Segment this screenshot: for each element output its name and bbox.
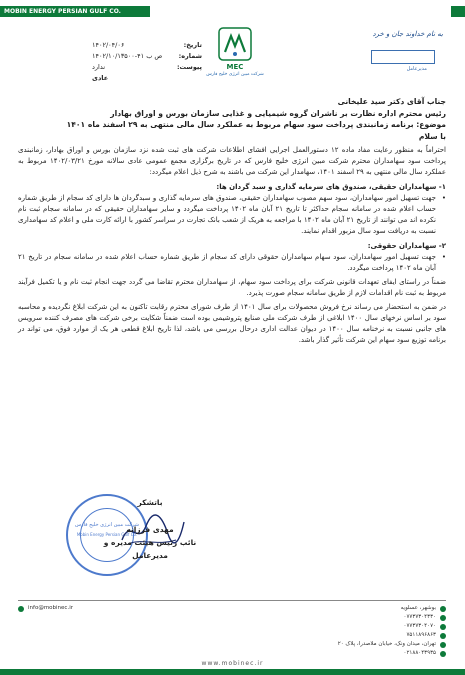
paragraph-4: در ضمن به استحضار می رساند نرخ فروش محصولات برای سال ۱۴۰۱ از طرف شورای محترم رقابت تاکنون به این شرکت ابلاغ نگردیده و محاسبه سود بر اساس نرخهای سال ۱۴۰۰ ابلاغی از طرف شرکت ملی صنایع پتروشیمی بوده است ضمناً شکایت برخی شرکت های مصرف کننده سرویس های جانبی نسبت به نرخنامه سال ۱۴۰۰ در دیوان عدالت اداری درحال بررسی می باشد، لذا تاریخ ابلاغ قطعی هر یک از موارد فوق، می تواند در برنامه توزیع سود سهام این شرکت تأثیر گذار باشد. [18,303,447,344]
footer-divider [18,600,446,601]
company-name-band: MOBIN ENERGY PERSIAN GULF CO. [0,6,150,17]
phone-icon [440,651,446,657]
section-2-text: • جهت تسهیل امور سهامداران، سود سهام سهامداران حقوقی دارای کد سجام از طریق شماره حساب اعلام شده در سامانه سجام در تاریخ ۲۱ آبان ماه ۱۴۰۲ پرداخت میگردد. [18,252,446,274]
seal-text-fa: شرکت مبین انرژی خلیج فارس [75,522,139,528]
footer-fax: ۰۷۷۳۷۳۰۴۰۷۰ [403,623,436,629]
footer-phone: ۰۷۷۳۷۳۰۴۳۳۰ [403,614,436,620]
letter-meta [92,40,202,84]
closing-text: باتشکر [137,498,163,507]
fax-icon [440,624,446,630]
footer-fax-row [196,622,446,631]
email-icon [18,606,24,612]
building-icon [440,642,446,648]
logo-text-fa: شرکت مبین انرژی خلیج فارس [206,72,264,77]
number-value: ۱۴۰۲/۱۰/۱۳۵۰۰-۴۱ ص ب [92,52,163,60]
section-1-title: ۱- سهامداران حقیقی، صندوق های سرمایه گذاری و سبد گردان ها: [216,183,446,191]
footer-online [18,604,158,613]
footer-tehran-phone: ۰۲۱۸۸۰۴۳۹۳۵ [403,650,436,656]
footer-phone-row [196,613,446,622]
location-icon [440,606,446,612]
date-label: تاریخ: [183,41,202,49]
seal-text-en: Mobin Energy Persian Gulf Co. [76,532,138,537]
mailbox-icon [440,633,446,639]
signer-title: نائب رئیس هیئت مدیره و مدیرعامل [103,538,197,560]
footer-website[interactable]: www.mobinec.ir [201,660,264,667]
footer-tehran: تهران، میدان ونک، خیابان ملاصدرا، پلاک ۲۰ [337,641,436,647]
company-logo [205,26,265,84]
footer-address: بوشهر، عسلویه [400,605,436,611]
signature-block [90,496,210,562]
footer-email[interactable]: info@mobinec.ir [28,605,73,611]
classification-row [92,73,202,84]
date-row [92,40,202,51]
section-2-title: ۲- سهامداران حقوقی: [367,242,446,250]
footer-postal: ۷۵۱۱۸۹۶۸۶۳ [406,632,436,638]
number-label: شماره: [178,52,202,60]
salutation: جناب آقای دکتر سید علیخانی [337,97,446,106]
footer-email-row [18,604,158,613]
number-row [92,51,202,62]
registry-stamp [371,50,435,64]
letter-body [18,96,446,346]
stamp-label: مدیرعامل [406,66,427,72]
attachment-label: پیوست: [176,63,202,71]
footer-tehran-row [196,640,446,649]
logo-text-brand: MEC [226,63,244,71]
header-accent-bar [451,6,465,17]
intro-paragraph: احتراماً به منظور رعایت مفاد ماده ۱۲ دستورالعمل اجرایی افشای اطلاعات شرکت های ثبت شده نزد سازمان بورس و اوراق بهادار، زمانبندی پرداخت سود سهامداران محترم شرکت مبین انرژی خلیج فارس که در تاریخ برگزاری مجمع عمومی عادی سالانه مورخ ۱۴۰۲/۰۳/۲۱ مربوط به عملکرد سال مالی منتهی به ۲۹ اسفند ۱۴۰۱، سهامدار این شرکت می باشند به شرح ذیل اعلام میگردد: [18,146,446,176]
greeting: با سلام [418,131,446,141]
footer-contacts [196,604,446,658]
attachment-row [92,62,202,73]
footer-tehran-phone-row [196,649,446,658]
footer-postal-row [196,631,446,640]
classification-value: عادی [92,74,109,82]
company-logo-icon [217,26,253,62]
basmala-text: به نام خداوند جان و خرد [372,30,443,38]
paragraph-3: ضمناً در راستای ایفای تعهدات قانونی شرکت برای پرداخت سود سهام، از سهامداران محترم تقاضا می گردد جهت انجام ثبت نام و یا تکمیل فرآیند مربوط به ثبت نام اقدامات لازم از طریق سامانه سجام صورت پذیرد. [18,278,446,297]
footer-address-row [196,604,446,613]
signer-name: مهدی فرزانه [126,525,174,534]
subject-line: موضوع: برنامه زمانبندی پرداخت سود سهام مربوط به عملکرد سال مالی منتهی به ۲۹ اسفند ماه ۱۴۰۱ [66,120,446,129]
date-value: ۱۴۰۲/۰۴/۰۶ [92,41,125,49]
phone-icon [440,615,446,621]
footer-accent-bar [0,669,465,675]
attachment-value: ندارد [92,63,106,71]
addressee: رئیس محترم اداره نظارت بر ناشران گروه شیمیایی و غذایی سازمان بورس و اوراق بهادار [110,108,446,118]
section-1-text: • جهت تسهیل امور سهامداران، سود سهم مصوب سهامداران حقیقی، صندوق های سرمایه گذاری و سبدگردان ها دارای کد سجام از طریق شماره حساب اعلام شده در سامانه سجام حداکثر تا تاریخ ۲۱ آبان ماه ۱۴۰۲ پرداخت میگردد و سایر سهامداران حقیقی که در سامانه سجام ثبت نام نکرده اند می توانند از تاریخ ۲۱ آبان ماه ۱۴۰۲ با مراجعه به هریک از شعب بانک تجارت در سراسر کشور با ارائه کارت ملی و اعلام کد سهامداری نسبت به دریافت سود سال مزبور اقدام نمایند. [18,193,446,237]
